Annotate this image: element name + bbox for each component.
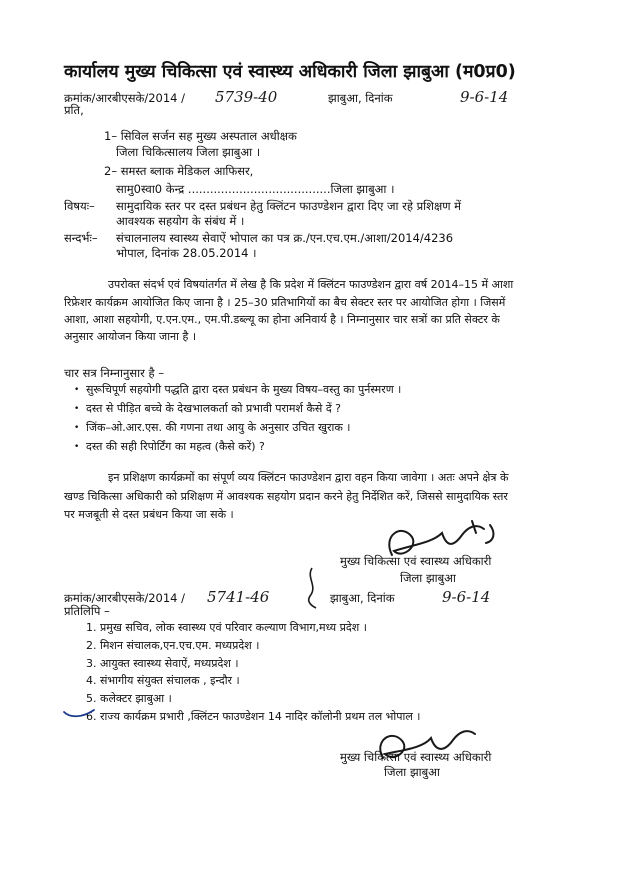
reference-line2: भोपाल, दिनांक 28.05.2014 । (116, 246, 257, 260)
session-item-4: दस्त की सही रिपोर्टिंग का महत्व (कैसे करें) ? (86, 440, 265, 453)
reference-number-label-2: क्रमांक/आरबीएसके/2014 / (64, 591, 186, 605)
signature-1-district: जिला झाबुआ (400, 571, 456, 585)
copy-item-6: 6. राज्य कार्यक्रम प्रभारी ,क्लिंटन फाउण्डेशन 14 नादिर कॉलोनी प्रथम तल भोपाल । (86, 710, 421, 723)
session-item-1: सुरूचिपूर्ण सहयोगी पद्धति द्वारा दस्त प्रबंधन के मुख्य विषय–वस्तु का पुर्नस्मरण । (86, 383, 402, 396)
handwritten-date: 9-6-14 (460, 88, 509, 106)
subject-label: विषयः– (64, 199, 95, 213)
session-item-2: दस्त से पीड़ित बच्चे के देखभालकर्ता को प्रभावी परामर्श कैसे दें ? (86, 402, 342, 415)
place-date-label: झाबुआ, दिनांक (328, 91, 393, 105)
session-item-3: जिंक–ओ.आर.एस. की गणना तथा आयु के अनुसार उचित खुराक । (86, 421, 351, 434)
paragraph-2-line1: इन प्रशिक्षण कार्यक्रमों का संपूर्ण व्यय क्लिंटन फाउण्डेशन द्वारा वहन किया जावेगा । अतः अपने क्षेत्र के (108, 471, 509, 484)
copy-item-3: 3. आयुक्त स्वास्थ्य सेवाऐं, मध्यप्रदेश । (86, 657, 239, 670)
copy-item-4: 4. संभागीय संयुक्त संचालक , इन्दौर । (86, 674, 240, 687)
bullet-icon: • (74, 404, 80, 414)
bullet-icon: • (74, 442, 80, 452)
addressee-2-line1: 2– समस्त ब्लाक मेडिकल आफिसर, (104, 164, 254, 178)
handwritten-reference-number-2: 5741-46 (207, 588, 270, 606)
handwritten-reference-number: 5739-40 (215, 88, 278, 106)
sessions-heading: चार सत्र निम्नानुसार है – (64, 366, 165, 380)
signature-2-title: मुख्य चिकित्सा एवं स्वास्थ्य अधिकारी (340, 750, 492, 764)
subject-line2: आवश्यक सहयोग के संबंध में । (116, 214, 245, 228)
handwritten-date-2: 9-6-14 (442, 588, 491, 606)
paragraph-1-line2: रिफ्रेशर कार्यक्रम आयोजित किए जाना है । 25–30 प्रतिभागियों का बैच सेक्टर स्तर पर आयोजित होगा । जिसमें (64, 296, 506, 309)
paragraph-2-line3: पर मजबूती से दस्त प्रबंधन किया जा सके । (64, 508, 234, 521)
paragraph-2-line2: खण्ड चिकित्सा अधिकारी को प्रशिक्षण में आवश्यक सहयोग प्रदान करने हेतु निर्देशित करें, जिससे सामुदायिक स्तर (64, 490, 508, 503)
copy-item-1: 1. प्रमुख सचिव, लोक स्वास्थ्य एवं परिवार कल्याण विभाग,मध्य प्रदेश । (86, 621, 367, 634)
place-date-label-2: झाबुआ, दिनांक (330, 591, 395, 605)
reference-label: सन्दर्भः– (64, 231, 98, 245)
signature-1-title: मुख्य चिकित्सा एवं स्वास्थ्य अधिकारी (340, 554, 492, 568)
bullet-icon: • (74, 423, 80, 433)
paragraph-1-line3: आशा, आशा सहयोगी, ए.एन.एम., एम.पी.डब्ल्यू का होना अनिवार्य है । निम्नानुसार चार सत्रों का प्रति सेक्टर के (64, 313, 500, 326)
reference-number-label: क्रमांक/आरबीएसके/2014 / (64, 91, 186, 105)
office-header: कार्यालय मुख्य चिकित्सा एवं स्वास्थ्य अधिकारी जिला झाबुआ (म0प्र0) (64, 62, 516, 82)
bullet-icon: • (74, 385, 80, 395)
prati-label: प्रति, (64, 103, 84, 117)
check-mark-icon (62, 706, 96, 720)
subject-line1: सामुदायिक स्तर पर दस्त प्रबंधन हेतु क्लिंटन फाउण्डेशन द्वारा दिए जा रहे प्रशिक्षण में (116, 199, 462, 213)
copy-item-5: 5. कलेक्टर झाबुआ । (86, 692, 172, 705)
paragraph-1-line4: अनुसार आयोजन किया जाना है । (64, 330, 197, 343)
addressee-1-line1: 1– सिविल सर्जन सह मुख्य अस्पताल अधीक्षक (104, 129, 297, 143)
copy-heading: प्रतिलिपि – (64, 604, 110, 618)
addressee-1-line2: जिला चिकित्सालय जिला झाबुआ । (116, 145, 261, 159)
pen-mark-icon (302, 566, 322, 610)
reference-line1: संचालनालय स्वास्थ्य सेवाऐं भोपाल का पत्र क्र./एन.एच.एम./आशा/2014/4236 (116, 231, 454, 245)
signature-2-district: जिला झाबुआ (384, 765, 440, 779)
paragraph-1-line1: उपरोक्त संदर्भ एवं विषयांतर्गत में लेख है कि प्रदेश में क्लिंटन फाउण्डेशन द्वारा वर्ष 2014–15 में आशा (108, 278, 514, 291)
copy-item-2: 2. मिशन संचालक,एन.एच.एम. मध्यप्रदेश । (86, 639, 260, 652)
addressee-2-line2: सामु0स्वा0 केन्द्र .......................................जिला झाबुआ । (116, 182, 395, 196)
